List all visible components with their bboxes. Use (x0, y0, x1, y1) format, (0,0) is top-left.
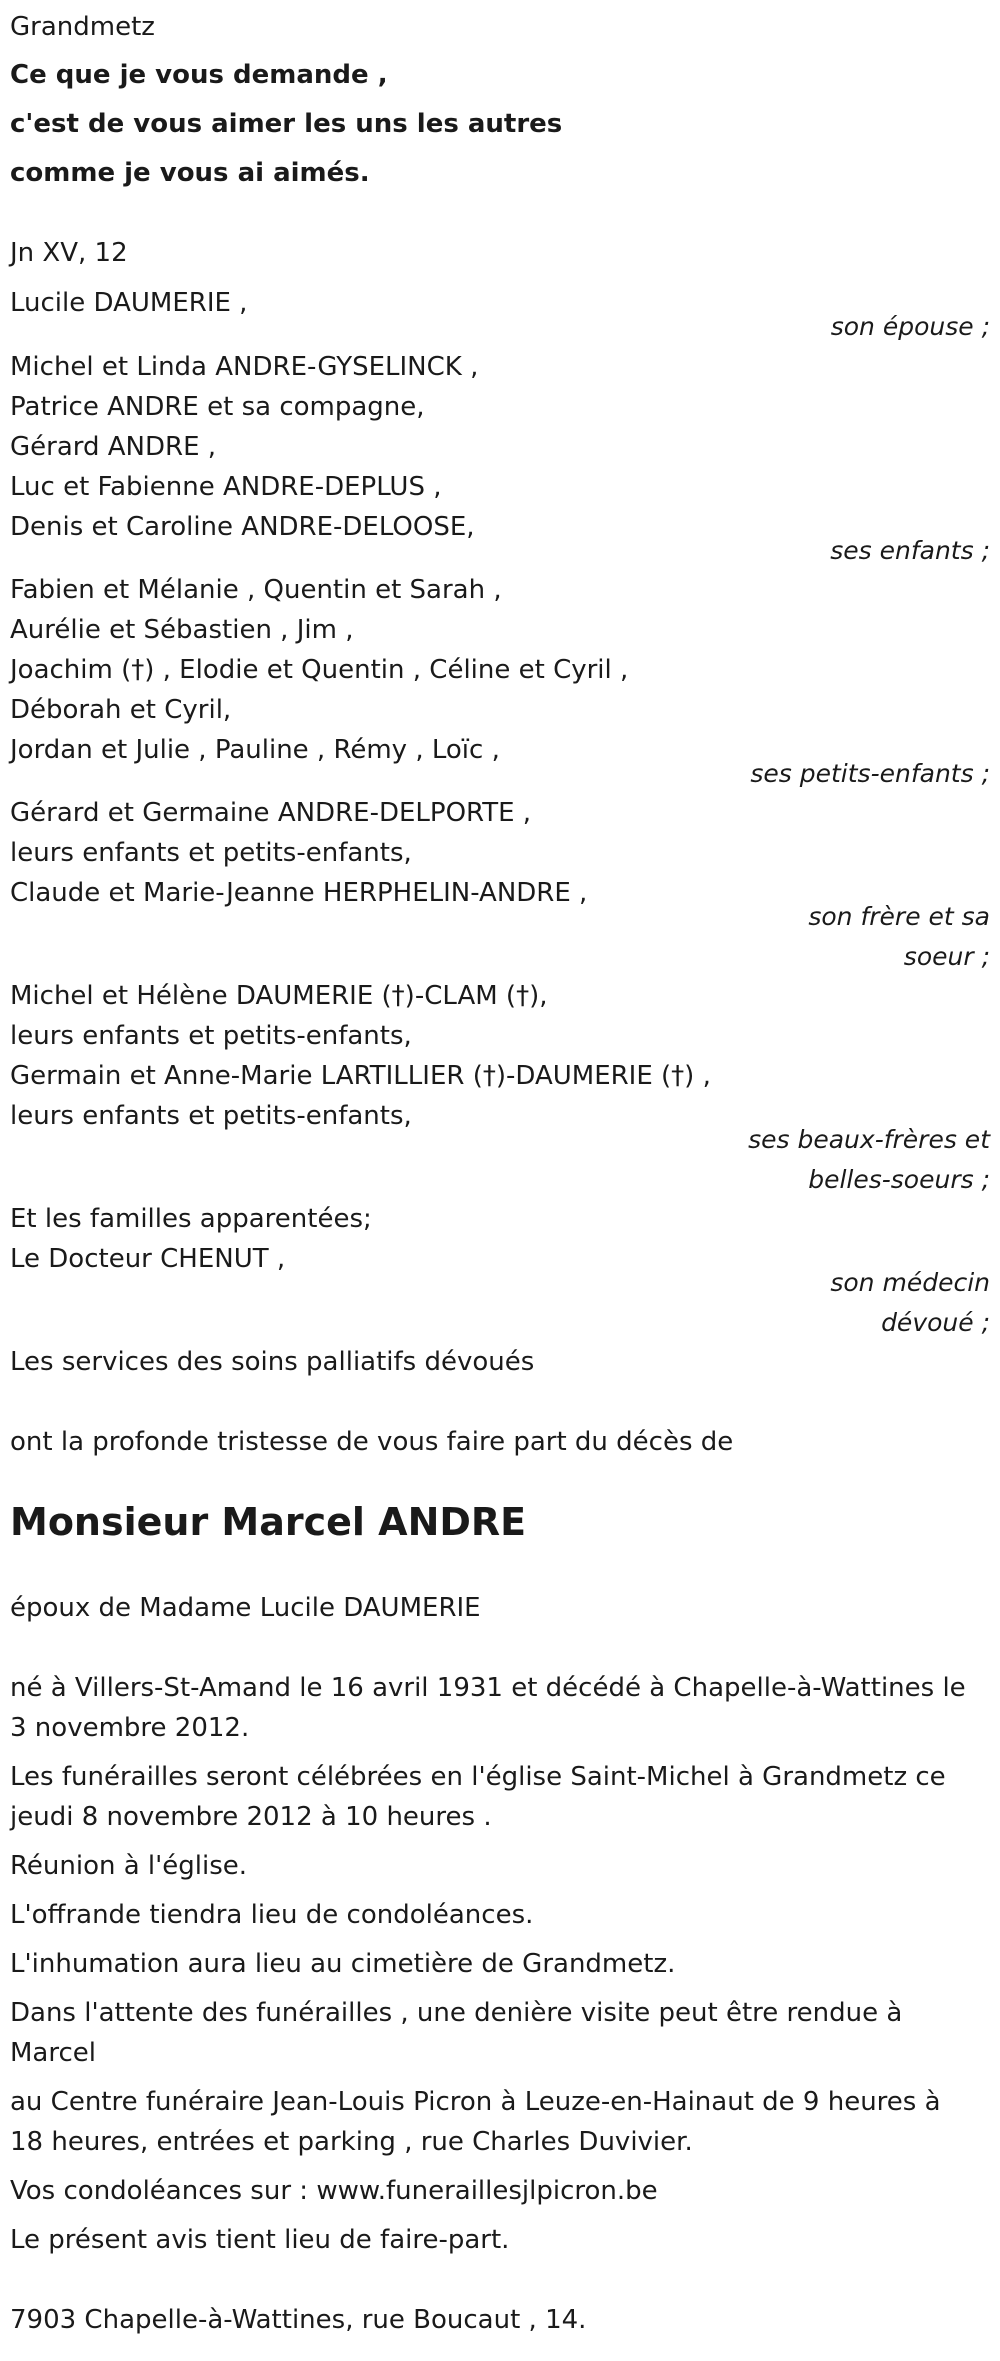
family-member-line: Denis et Caroline ANDRE-DELOOSE, (10, 512, 475, 542)
detail-line: au Centre funéraire Jean-Louis Picron à Leuze-en-Hainaut de 9 heures à (10, 2087, 941, 2117)
detail-line: jeudi 8 novembre 2012 à 10 heures . (10, 1802, 492, 1832)
detail-line: L'offrande tiendra lieu de condoléances. (10, 1900, 534, 1930)
detail-line: 18 heures, entrées et parking , rue Charles Duvivier. (10, 2127, 693, 2157)
family-member-line: leurs enfants et petits-enfants, (10, 838, 412, 868)
family-member-line: Michel et Hélène DAUMERIE (†)-CLAM (†), (10, 981, 548, 1011)
family-member-line: leurs enfants et petits-enfants, (10, 1101, 412, 1131)
family-member-line: Gérard ANDRE , (10, 432, 217, 462)
spouse-line: époux de Madame Lucile DAUMERIE (10, 1593, 481, 1623)
deceased-name: Monsieur Marcel ANDRE (10, 1500, 527, 1544)
detail-line: 3 novembre 2012. (10, 1713, 250, 1743)
relation-label: ses beaux-frères et (748, 1125, 990, 1154)
family-member-line: Déborah et Cyril, (10, 695, 232, 725)
family-member-line: Jordan et Julie , Pauline , Rémy , Loïc , (10, 735, 500, 765)
detail-line: Réunion à l'église. (10, 1851, 248, 1881)
relation-label: son épouse ; (830, 312, 990, 341)
relation-label: son médecin (830, 1268, 990, 1297)
detail-line: Les funérailles seront célébrées en l'église Saint-Michel à Grandmetz ce (10, 1762, 946, 1792)
family-member-line: Lucile DAUMERIE , (10, 288, 248, 318)
relation-label: soeur ; (903, 942, 990, 971)
detail-line: Le présent avis tient lieu de faire-part. (10, 2225, 510, 2255)
verse-reference: Jn XV, 12 (10, 238, 128, 268)
relation-label: ses enfants ; (830, 536, 990, 565)
services-line: Les services des soins palliatifs dévoués (10, 1347, 535, 1377)
detail-line: Dans l'attente des funérailles , une denière visite peut être rendue à (10, 1998, 903, 2028)
relation-label: son frère et sa (808, 902, 990, 931)
family-member-line: leurs enfants et petits-enfants, (10, 1021, 412, 1051)
family-member-line: Et les familles apparentées; (10, 1204, 372, 1234)
family-member-line: Le Docteur CHENUT , (10, 1244, 286, 1274)
relation-label: dévoué ; (881, 1308, 990, 1337)
detail-line: L'inhumation aura lieu au cimetière de Grandmetz. (10, 1949, 676, 1979)
detail-line: Marcel (10, 2038, 96, 2068)
family-member-line: Germain et Anne-Marie LARTILLIER (†)-DAUMERIE (†) , (10, 1061, 711, 1091)
family-member-line: Claude et Marie-Jeanne HERPHELIN-ANDRE , (10, 878, 588, 908)
detail-line: né à Villers-St-Amand le 16 avril 1931 et décédé à Chapelle-à-Wattines le (10, 1673, 966, 1703)
verse-line: comme je vous ai aimés. (10, 158, 370, 188)
family-member-line: Gérard et Germaine ANDRE-DELPORTE , (10, 798, 532, 828)
family-member-line: Joachim (†) , Elodie et Quentin , Céline et Cyril , (10, 655, 629, 685)
relation-label: belles-soeurs ; (808, 1165, 990, 1194)
place-heading: Grandmetz (10, 12, 155, 42)
verse-line: c'est de vous aimer les uns les autres (10, 109, 563, 139)
announcement-line: ont la profonde tristesse de vous faire part du décès de (10, 1427, 734, 1457)
family-member-line: Aurélie et Sébastien , Jim , (10, 615, 354, 645)
condolences-link-line: Vos condoléances sur : www.funeraillesjlpicron.be (10, 2176, 658, 2206)
family-member-line: Michel et Linda ANDRE-GYSELINCK , (10, 352, 479, 382)
verse-line: Ce que je vous demande , (10, 60, 388, 90)
family-member-line: Patrice ANDRE et sa compagne, (10, 392, 425, 422)
relation-label: ses petits-enfants ; (750, 759, 990, 788)
family-member-line: Fabien et Mélanie , Quentin et Sarah , (10, 575, 502, 605)
family-member-line: Luc et Fabienne ANDRE-DEPLUS , (10, 472, 442, 502)
address-line: 7903 Chapelle-à-Wattines, rue Boucaut , 14. (10, 2305, 587, 2335)
